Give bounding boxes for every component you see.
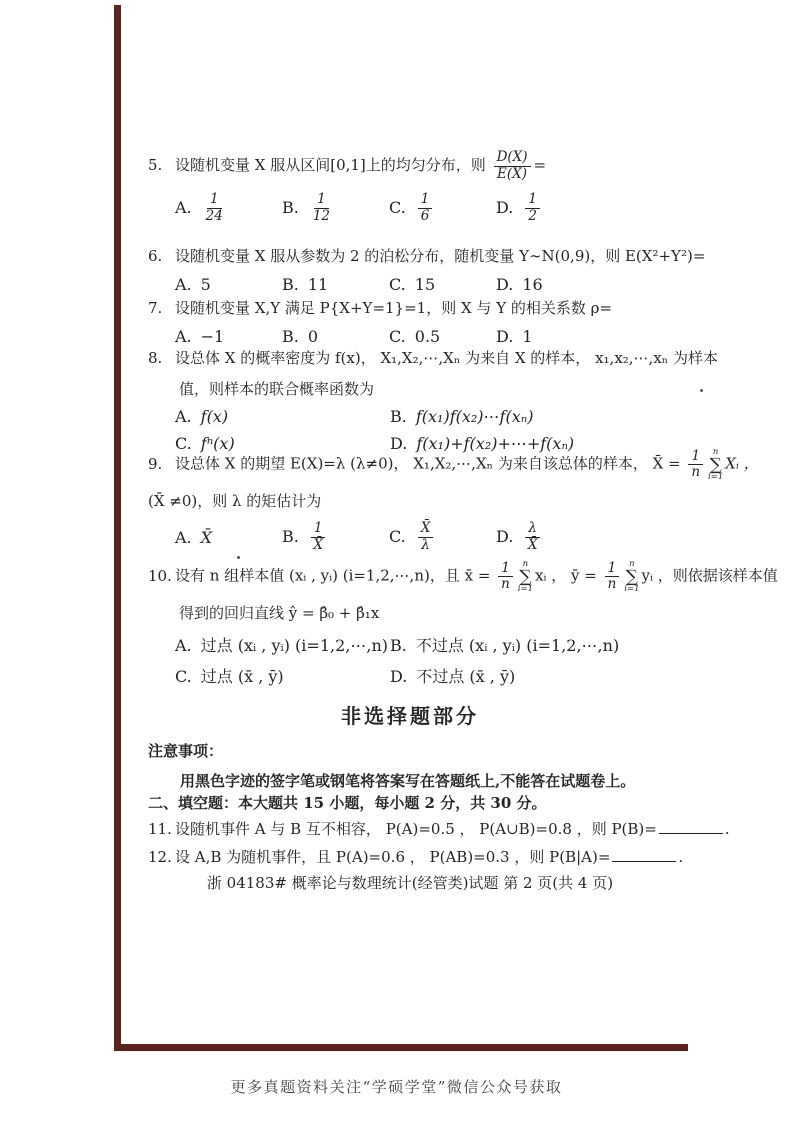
option-c: C. fⁿ(x) bbox=[175, 434, 235, 453]
fraction-1-n: $\frac{1}{n}$ bbox=[605, 561, 620, 593]
option-d: D. f(x₁)+f(x₂)+⋯+f(xₙ) bbox=[390, 434, 575, 453]
question-6-options bbox=[148, 274, 672, 294]
section-title: 非选择题部分 bbox=[341, 704, 479, 728]
question-number: 11. bbox=[148, 820, 172, 838]
option-a: A. $\frac{1}{24}$ bbox=[175, 191, 223, 224]
option-a: A. 过点 (xᵢ , yᵢ) (i=1,2,⋯,n) bbox=[175, 636, 388, 656]
stem-text: 设总体 X 的概率密度为 f(x)， X₁,X₂,⋯,Xₙ 为来自 X 的样本， x₁,x₂,⋯,xₙ 为样本 bbox=[175, 349, 719, 367]
option-d: D. 不过点 (x̄ , ȳ) bbox=[390, 667, 516, 687]
scan-speck bbox=[237, 556, 240, 559]
option-b: B. $\frac{1}{12}$ bbox=[282, 191, 331, 224]
question-5 bbox=[148, 150, 672, 224]
question-8-options-row1 bbox=[148, 406, 672, 426]
stem-text: 设 A,B 为随机事件，且 P(A)=0.6 ， P(AB)=0.3 ，则 P(B|A)= bbox=[175, 848, 611, 866]
option-a: A. 5 bbox=[175, 275, 211, 294]
fill-in-section-header: 二、填空题：本大题共 15 小题，每小题 2 分，共 30 分。 bbox=[148, 794, 547, 812]
option-c: C. $\frac{1}{6}$ bbox=[389, 192, 496, 224]
fraction-1-n: $\frac{1}{n}$ bbox=[688, 449, 703, 481]
option-a: A. X̄ bbox=[175, 527, 213, 547]
question-8-stem-line1 bbox=[148, 347, 719, 369]
page-footer: 浙 04183# 概率论与数理统计(经管类)试题 第 2 页(共 4 页) bbox=[206, 874, 614, 892]
option-b: B. $\frac{1}{X̄}$ bbox=[282, 521, 389, 553]
notice-block bbox=[148, 740, 672, 791]
option-c: C. 15 bbox=[389, 275, 436, 294]
summation-symbol: n ∑ i=1 bbox=[624, 559, 640, 594]
term-xi: Xᵢ ， bbox=[725, 454, 759, 473]
question-5-stem bbox=[148, 150, 672, 182]
summation-symbol: n ∑ i=1 bbox=[517, 559, 534, 594]
question-8-stem-line2: 值，则样本的联合概率函数为 bbox=[179, 380, 375, 398]
term-yi: yᵢ ，则依据该样本值 bbox=[641, 566, 778, 585]
question-10-stem-line2: 得到的回归直线 ŷ = β̂₀ + β̂₁x bbox=[179, 604, 380, 623]
question-6-stem bbox=[148, 245, 706, 267]
question-5-options bbox=[148, 192, 672, 224]
question-9-options bbox=[148, 521, 672, 553]
fraction-dx-ex: $\frac{D(X)}{E(X)}$ bbox=[494, 150, 531, 182]
option-d: D. $\frac{1}{2}$ bbox=[496, 192, 603, 224]
fraction-1-n: $\frac{1}{n}$ bbox=[498, 561, 513, 593]
option-c: C. 0.5 bbox=[389, 327, 441, 346]
scan-edge-vertical bbox=[114, 5, 121, 1051]
term-xi: xᵢ ， ȳ = bbox=[535, 566, 597, 585]
option-d: D. 1 bbox=[496, 327, 533, 346]
question-10 bbox=[148, 559, 778, 687]
question-12: 12. 设 A,B 为随机事件，且 P(A)=0.6 ， P(AB)=0.3 ，则 P(B|A)= . bbox=[148, 848, 684, 866]
question-10-options-row2 bbox=[148, 664, 672, 687]
question-number: 5. bbox=[148, 156, 163, 175]
scan-edge-horizontal bbox=[114, 1044, 688, 1051]
option-c: C. $\frac{X̄}{\lambda}$ bbox=[389, 521, 496, 553]
answer-blank bbox=[612, 847, 676, 862]
summation-symbol: n ∑ i=1 bbox=[708, 447, 724, 482]
question-number: 12. bbox=[148, 848, 172, 866]
question-11: 11. 设随机事件 A 与 B 互不相容， P(A)=0.5 ， P(A∪B)=0.8 ，则 P(B)= . bbox=[148, 820, 730, 838]
question-7-stem bbox=[148, 297, 672, 319]
scan-speck bbox=[700, 389, 703, 392]
option-b: B. f(x₁)f(x₂)⋯f(xₙ) bbox=[390, 407, 534, 426]
question-number: 10. bbox=[148, 566, 172, 585]
option-c: C. 过点 (x̄ , ȳ) bbox=[175, 667, 284, 687]
option-a: A. f(x) bbox=[175, 407, 229, 426]
equals-sign: = bbox=[533, 156, 547, 175]
notice-text: 用黑色字迹的签字笔或钢笔将答案写在答题纸上,不能答在试题卷上。 bbox=[180, 772, 636, 790]
question-10-options-row1 bbox=[148, 633, 672, 656]
answer-blank bbox=[659, 819, 723, 834]
question-9-stem-line1 bbox=[148, 447, 759, 482]
option-a: A. −1 bbox=[175, 327, 225, 346]
option-b: B. 11 bbox=[282, 275, 329, 294]
question-9 bbox=[148, 447, 759, 553]
stem-text: 设总体 X 的期望 E(X)=λ (λ≠0)， X₁,X₂,⋯,Xₙ 为来自该总体的样本， X̄ = bbox=[175, 454, 681, 473]
question-number: 7. bbox=[148, 299, 163, 317]
option-d: D. 16 bbox=[496, 275, 543, 294]
notice-label: 注意事项： bbox=[148, 742, 224, 760]
option-d: D. $\frac{\lambda}{X̄}$ bbox=[496, 521, 603, 553]
question-10-stem-line1 bbox=[148, 559, 778, 594]
question-7-options bbox=[148, 326, 672, 346]
question-7 bbox=[148, 297, 672, 346]
question-8 bbox=[148, 347, 719, 453]
stem-text: 设随机变量 X,Y 满足 P{X+Y=1}=1，则 X 与 Y 的相关系数 ρ= bbox=[175, 299, 613, 317]
option-b: B. 不过点 (xᵢ , yᵢ) (i=1,2,⋯,n) bbox=[390, 636, 620, 656]
stem-text: 设随机事件 A 与 B 互不相容， P(A)=0.5 ， P(A∪B)=0.8 ，则 P(B)= bbox=[175, 820, 657, 838]
question-number: 8. bbox=[148, 349, 163, 367]
stem-text: 设随机变量 X 服从参数为 2 的泊松分布，随机变量 Y∼N(0,9)，则 E(X²+Y²)= bbox=[175, 247, 706, 265]
stem-text: 设有 n 组样本值 (xᵢ , yᵢ) (i=1,2,⋯,n)，且 x̄ = bbox=[175, 566, 491, 585]
question-number: 6. bbox=[148, 247, 163, 265]
question-9-stem-line2: (X̄ ≠0)，则 λ 的矩估计为 bbox=[148, 492, 322, 511]
question-number: 9. bbox=[148, 454, 163, 473]
option-b: B. 0 bbox=[282, 327, 319, 346]
promo-footer: 更多真题资料关注“学硕学堂”微信公众号获取 bbox=[230, 1078, 563, 1096]
question-6 bbox=[148, 245, 706, 294]
stem-text: 设随机变量 X 服从区间[0,1]上的均匀分布，则 bbox=[175, 156, 486, 175]
